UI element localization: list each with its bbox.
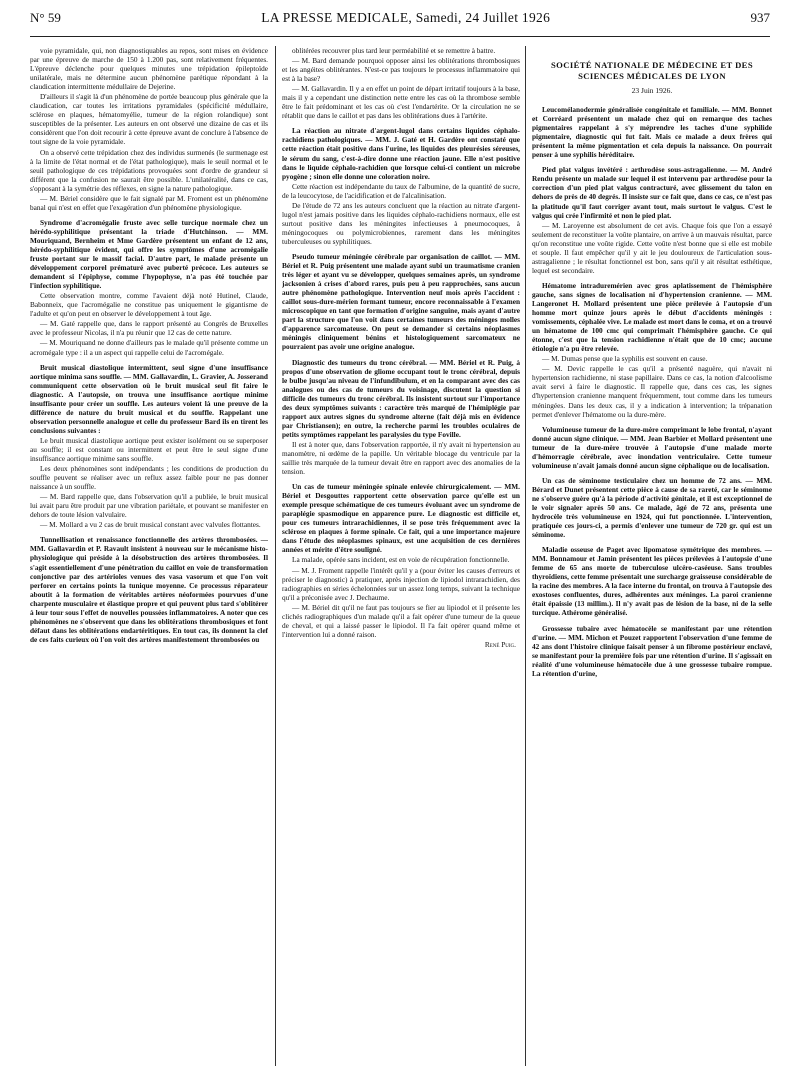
article-paragraph-with-heading: Syndrome d'acromégalie fruste avec selle turcique normale chez un hérédo-syphilitique présentant la triade d'Hutchinson. — MM. Mouriquand, Bernheim et Mme Gardère présentent un enfant de 12 ans, hérédo-syphilitique évident, qui offre les symptômes d'une acromégalie fruste portant sur le massif facial. D'autre part, le malade présente un développement corporel prématuré avec puberté précoce. Les auteurs se demandent si l'épiphyse, comme l'hypophyse, n'a pas été touchée par l'infection syphilitique. [30, 217, 268, 291]
article-paragraph-with-heading: Pied plat valgus invétéré : arthrodèse sous-astragalienne. — M. André Rendu présente un malade sur lequel il est intervenu par arthrodèse pour la correction d'un pied plat valgus contracturé, avec glissement du talon en dehors de près de 40 degrés. Il insiste sur ce fait que, dans ce cas, ce n'est pas la platitude qu'il faut corriger avant tout, mais surtout le valgus. C'est le valgus qui crée l'infirmité et non le pied plat. [532, 165, 772, 220]
article-paragraph: — M. Gaté rappelle que, dans le rapport présenté au Congrès de Bruxelles avec le professeur Nicolas, il n'a pu réunir que 12 cas de cette nature. [30, 319, 268, 338]
article-paragraph-with-heading: Hématome intraduremérien avec gros aplatissement de l'hémisphère gauche, sans signes de localisation ni d'hypertension cranienne. — MM. Langeronet H. Mollard présentent une pièce prélevée à l'autopsie d'un homme mort quinze jours après le début d'accidents méningés : vomissements, céphalée vive. Le malade est mort dans le coma, et on a trouvé un hématome de 100 cmc qui comprimait l'hémisphère gauche. Ce qui étonne, c'est que la tension rachidienne n'était que de 10 cmc; aucune étiologie n'a pu être relevée. [532, 280, 772, 354]
column-3 [532, 46, 772, 1072]
article-paragraph: — M. Laroyenne est absolument de cet avis. Chaque fois que l'on a essayé seulement de reconstituer la voûte plantaire, on arrive à un mauvais résultat, parce qu'on reconstitue une voûte rigide. Cette voûte n'est bonne que si elle est mobile et souple. Il faut empêcher qu'il y ait le jeu douloureux de l'articulation sous-astragalienne ; le résultat fonctionnel est bon, sans qu'il y ait résultat esthétique, lequel est secondaire. [532, 220, 772, 275]
article-paragraph-with-heading: Diagnostic des tumeurs du tronc cérébral. — MM. Bériel et R. Puig, à propos d'une observation de gliome occupant tout le tronc cérébral, depuis le bulbe jusqu'au niveau de l'infundibulum, et en la comparant avec des cas analogues ou des cas de tumeurs du voisinage, discutent la question si difficile des tumeurs du tronc cérébral. Ils insistent surtout sur l'importance des deux symptômes suivants : caractère très marqué de l'hémiplégie par rapport aux autres signes du syndrome alterne (fait déjà mis en évidence par Christiansen); en outre, la recherche parmi les troubles oculaires de petits symptômes rappelant les paralysies du type Foville. [282, 357, 520, 439]
author-signature: René Puig. [484, 639, 516, 649]
article-paragraph: Il est à noter que, dans l'observation rapportée, il n'y avait ni hypertension au manomètre, ni œdème de la papille. Un véritable blocage du ventricule par la saillie très marquée de la tumeur devait être en rapport avec des anomalies de la tension. [282, 439, 520, 477]
issue-number: N° 59 [30, 10, 61, 25]
article-paragraph: — M. J. Froment rappelle l'intérêt qu'il y a (pour éviter les causes d'erreurs et préciser le diagnostic) à pratiquer, après injection de lipiodol intrarachidien, des radiographies en séries échelonnées sur un assez long temps, suivant la technique qu'il a préconisée avec J. Dechaume. [282, 565, 520, 602]
article-paragraph: — M. Bard demande pourquoi opposer ainsi les oblitérations thrombosiques et les angéites oblitérantes. N'est-ce pas toujours le processus inflammatoire qui est à la base? [282, 56, 520, 84]
article-paragraph: — M. Devic rappelle le cas qu'il a présenté naguère, qui n'avait ni hypertension rachidienne, ni stase papillaire. Dans ce cas, la notion d'alcoolisme avait servi à faire le diagnostic. Il rappelle que, dans ces cas, les signes d'hypertension cranienne manquent fréquemment, tout comme dans les tumeurs méningées. Dans les deux cas, il y a indication à intervention; la trépanation permet d'enlever l'hématome ou la dure-mère. [532, 364, 772, 419]
article-paragraph-with-heading: Grossesse tubaire avec hématocèle se manifestant par une rétention d'urine. — MM. Michon et Pouzet rapportent l'observation d'une femme de 42 ans dont l'histoire clinique faisait penser à un fibrome postérieur enclavé, se manifestant pour la première fois par une rétention d'urine. Il s'agissait en réalité d'une volumineuse hématocèle due à une grossesse tubaire rompue. La rétention d'urine, [532, 623, 772, 678]
article-paragraph-with-heading: Bruit musical diastolique intermittent, seul signe d'une insuffisance aortique minima sans souffle. — MM. Gallavardin, L. Gravier, A. Josserand communiquent cette observation où le bruit musical seul fit faire le diagnostic. A l'autopsie, on trouva une insuffisance aortique minime insuffisante pour créer un souffle. Les auteurs voient là une preuve de la différence de nature du bruit musical et du souffle. Rappelant une observation personnelle analogue et celle du professeur Bard ils en tirent les conclusions suivantes : [30, 362, 268, 435]
session-date: 23 Juin 1926. [631, 86, 673, 95]
article-paragraph: oblitérées recouvrer plus tard leur perméabilité et se remettre à battre. [292, 46, 496, 55]
article-paragraph-with-heading: Volumineuse tumeur de la dure-mère comprimant le lobe frontal, n'ayant donné aucun signe clinique. — MM. Jean Barbier et Mollard présentent une tumeur de la dure-mère trouvée à l'autopsie d'une malade morte d'hémorragie cérébrale, avec inondation ventriculaire. Cette tumeur volumineuse n'avait jamais donné aucun signe céphalique ou de localisation. [532, 424, 772, 470]
article-paragraph: — M. Gallavardin. Il y a en effet un point de départ irritatif toujours à la base, mais il y a cependant une distinction nette entre les cas où la thrombose semble être le fait prédominant et les cas où c'est l'endartérite. Or la circulation ne se rétablit que dans le caillot et pas dans les oblitérations dues à l'artérite. [282, 84, 520, 121]
journal-title: LA PRESSE MEDICALE, Samedi, 24 Juillet 1926 [261, 10, 551, 25]
article-paragraph: — M. Mollard a vu 2 cas de bruit musical constant avec valvules flottantes. [40, 520, 261, 530]
article-paragraph-with-heading: Pseudo tumeur méningée cérébrale par organisation de caillot. — MM. Bériel et R. Puig présentent une malade ayant subi un traumatisme cranien très léger et ayant vu se développer, quelques semaines après, un syndrome jacksonien à crises d'abord rares, puis peu à peu rapprochées, sans aucun autre phénomène pathologique. Intervention neuf mois après l'accident : caillot sous-dure-mérien formant tumeur, encore reconnaissable à l'examen microscopique en tant que formation d'origine sanguine, mais ayant d'autre part la structure que l'on voit dans certaines tumeurs des méninges molles d'apparence sarcomateuse. On peut se demander si certains néoplasmes méningés cliniquement bénins et histologiquement sarcomateux ne pourraient pas avoir une origine analogue. [282, 251, 520, 352]
article-paragraph: Cette réaction est indépendante du taux de l'albumine, de la quantité de sucre, de la leucocytose, de l'acidification et de l'alcalinisation. [282, 181, 520, 200]
article-paragraph: La malade, opérée sans incident, est en voie de récupération fonctionnelle. [292, 555, 510, 565]
article-paragraph: voie pyramidale, qui, non diagnostiquables au repos, sont mises en évidence par une épreuve de marche de 150 à 1.200 pas, sont relativement fréquentes. L'épreuve déclenche pour quelques minutes une trépidation épileptoïde unilatérale, mais ne détermine aucun phénomène parétique répondant à la claudication intermittente médullaire de Dejerine. [30, 46, 268, 92]
article-paragraph-with-heading: Tunnellisation et renaissance fonctionnelle des artères thrombosées. — MM. Gallavardin et P. Ravault insistent à nouveau sur le mécanisme histo-physiologique qui préside à la désobstruction des artères thrombosées. Il s'agit essentiellement d'une pénétration du caillot en voie de transformation conjonctive par des artérioles venues des vasa vasorum et que l'on voit perforer en certains points la tunique moyenne. Ce processus réparateur aboutit à la formation de véritables artères néoformées pourvues d'une charpente musculaire et élastique propre et qui peuvent plus tard s'oblitérer à leur tour sous l'effet de nouvelles poussées inflammatoires. A noter que ces phénomènes ne s'observent que dans les oblitérations thrombosiques et font défaut dans les oblitérations endartéritiques. En tout cas, ils donnent la clef de ces faits curieux où l'on voit des artères manifestement thrombosées ou [30, 535, 268, 644]
article-paragraph: Le bruit musical diastolique aortique peut exister isolément ou se superposer au souffle; il est constant ou intermittent et peut être le seul signe d'une insuffisance aortique minime sans souffle. [30, 435, 268, 464]
article-paragraph: — M. Mouriquand ne donne d'ailleurs pas le malade qu'il présente comme un acromégale type : il a un aspect qui rappelle celui de l'acromégale. [30, 338, 268, 357]
column-2 [282, 46, 520, 1072]
article-paragraph: Cette observation montre, comme l'avaient déjà noté Hutinel, Claude, Babonneix, que l'acromégalie ne constitue pas uniquement le gigantisme de l'adulte et qu'on peut en observer le développement à tout âge. [30, 291, 268, 319]
article-paragraph: On a observé cette trépidation chez des individus surmenés (le surmenage est à la limite de l'état normal et de l'état pathologique), mais le seuil normal et le seuil pathologique de ces trépidations provoquées sont d'ordre de grandeur si différent que la confusion ne saurait être possible. L'unilatéralité, dans ce cas, s'opposant à la symétrie des réflexes, en signe la nature pathologique. [30, 147, 268, 193]
article-paragraph: Les deux phénomènes sont indépendants ; les conditions de production du souffle peuvent se réaliser avec un reflux assez faible pour ne pas donner naissance à un souffle. [30, 464, 268, 492]
article-paragraph: D'ailleurs il s'agit là d'un phénomène de portée beaucoup plus générale que la claudication, car toutes les irritations pyramidales (spécificité médullaire, sclérose en plaques, hématomyélie, tumeur de la région rolandique) sont susceptibles de la présenter. Les auteurs en ont observé une dizaine de cas et ils considèrent que l'on doit recourir à cette épreuve avant de conclure à l'absence de tout signe de la voie pyramidale. [30, 92, 268, 147]
article-paragraph: De l'étude de 72 ans les auteurs concluent que la réaction au nitrate d'argent-lugol n'est jamais positive dans les liquides céphalo-rachidiens normaux, elle est surtout positive dans les méningites infectieuses à pneumocoques, à méningocoques ou polymicrobiennes, rarement dans les méningites tuberculeuses ou syphilitiques. [282, 200, 520, 246]
society-heading: SOCIÉTÉ NATIONALE DE MÉDECINE ET DES SCIENCES MÉDICALES DE LYON [551, 60, 753, 81]
column-1 [30, 46, 268, 1072]
article-paragraph-with-heading: Un cas de tumeur méningée spinale enlevée chirurgicalement. — MM. Bériel et Desgouttes rapportent cette observation parce qu'elle est un exemple presque schématique de ces tumeurs évoluant avec un syndrome de paraplégie spasmodique en apparence pure. Le diagnostic est difficile et, pour ces tumeurs intrarachidiennes, il se pose très fréquemment avec la sclérose en plaques à forme spinale. Ce fait, qui a une importance majeure dans l'étude des néoplasmes spinaux, est une acquisition de ces dernières années et mérite d'être souligné. [282, 482, 520, 555]
page-number: 937 [750, 10, 770, 25]
column-rule [525, 46, 526, 1066]
article-paragraph: — M. Bériel considère que le fait signalé par M. Froment est un phénomène banal qui n'est en effet que l'exagération d'un phénomène physiologique. [30, 193, 268, 212]
running-header [30, 10, 770, 37]
column-rule [275, 46, 276, 1066]
article-paragraph-with-heading: La réaction au nitrate d'argent-lugol dans certains liquides céphalo-rachidiens pathologiques. — MM. J. Gaté et H. Gardère ont constaté que cette réaction était positive dans l'urine, les liquides des pleurésies séreuses, le sérum du sang, c'est-à-dire donne une réaction jaune. Elle n'est positive dans le liquide céphalo-rachidien que lorsque celui-ci contient un microbe pyogène ; sinon elle donne une coloration noire. [282, 126, 520, 181]
article-paragraph-with-heading: Maladie osseuse de Paget avec lipomatose symétrique des membres. — MM. Bonnamour et Jamin présentent les pièces prélevées à l'autopsie d'une femme de 65 ans morte de tuberculose ulcéro-caséeuse. Sans troubles thyroïdiens, cette femme présentait une surcharge graisseuse considérable de la racine des membres. A la face interne du frontal, on trouva à l'autopsie des exostoses confluentes, dures, adhérentes aux méninges. La paroi cranienne était épaissie (13 millim.). Il n'y avait pas de lésion de la base, ni de la selle turcique. Athérome généralisé. [532, 545, 772, 618]
article-paragraph-with-heading: Un cas de séminome testiculaire chez un homme de 72 ans. — MM. Bérard et Dunet présentent cette pièce à cause de sa rareté, car le séminome ne s'observe guère qu'à la période d'activité génitale, et il est exceptionnel de le voir signaler après 50 ans. Ce malade, âgé de 72 ans, présenta une hydrocèle très volumineuse en 1924, qui fut ponctionnée. L'intervention, pratiquée ces jours-ci, a permis d'enlever une tumeur de 720 gr. qui est un séminome. [532, 475, 772, 540]
article-paragraph: — M. Bard rappelle que, dans l'observation qu'il a publiée, le bruit musical lui avait paru être produit par une vibration pariétale, et pouvant se manifester en dehors de toute lésion valvulaire. [30, 492, 268, 520]
article-paragraph: — M. Bériel dit qu'il ne faut pas toujours se fier au lipiodol et il présente les clichés radiographiques d'un malade qu'il a fait opérer d'une tumeur de la queue de cheval, et qui a laissé passer le lipiodol. Il l'a fait opérer quand même et l'intervention lui a donné raison. [282, 602, 520, 639]
article-paragraph: — M. Dumas pense que la syphilis est souvent en cause. [542, 354, 708, 364]
article-paragraph-with-heading: Leucomélanodermie généralisée congénitale et familiale. — MM. Bonnet et Corréard présentent un malade chez qui on remarque des taches pigmentaires rappelant à s'y méprendre les taches d'une syphilide pigmentaire, diagnostic qui fut fait. Mais ce malade a deux frères qui présentent la même pigmentation et cela depuis la naissance. On pourrait penser à une syphilis héréditaire. [532, 105, 772, 160]
